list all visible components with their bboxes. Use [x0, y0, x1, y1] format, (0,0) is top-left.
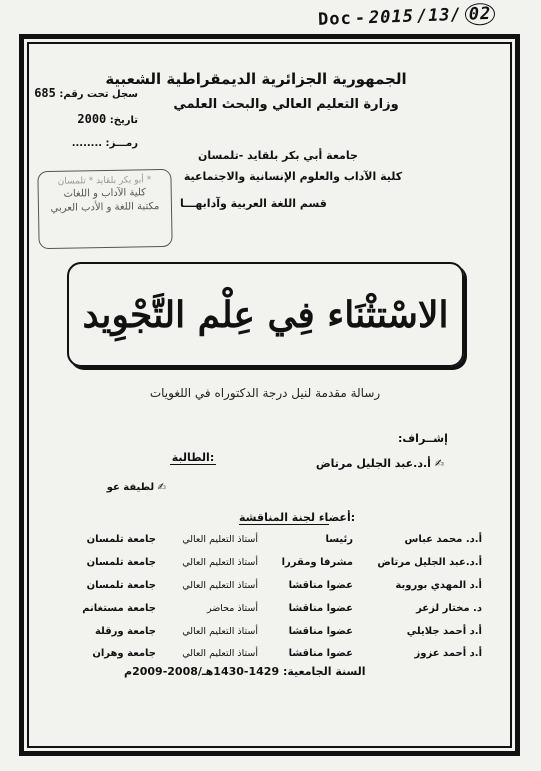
jury-rank: أستاذ التعليم العالي	[182, 534, 258, 545]
supervisor-name: ✍ أ.د.عبد الجليل مرتاض	[315, 457, 444, 470]
jury-role: رئيسا	[325, 534, 353, 545]
library-stamp-line2: مكتبة اللغة و الأدب العربي	[50, 200, 160, 214]
university-name: جامعة أبي بكر بلقايد -تلمسان	[198, 149, 358, 162]
library-stamp	[37, 169, 172, 249]
jury-university: جامعة وهران	[92, 648, 156, 659]
jury-title: أعضاء لجنة المناقشة:	[239, 511, 356, 524]
jury-university: جامعة مستغانم	[82, 603, 156, 614]
supervisor-name-text: أ.د.عبد الجليل مرتاض	[315, 457, 431, 470]
student-name-text: لطيفة عو	[106, 482, 155, 493]
jury-name: أ.د.عبد الجليل مرتاض	[377, 557, 482, 568]
jury-rank: أستاذ محاضر	[206, 603, 258, 614]
jury-name: أ.د أحمد عزوز	[414, 648, 482, 659]
archive-year: 02	[464, 3, 495, 26]
supervision-label: إشــراف:	[398, 432, 448, 445]
thesis-title: الاسْتثْنَاء فِي عِلْم التَّجْوِيد	[67, 262, 464, 367]
academic-year: السنة الجامعية: 1429-1430هـ/2008-2009م	[124, 665, 366, 678]
department-name: قسم اللغة العربية وآدابهـــا	[180, 197, 327, 210]
jury-role: عضوا مناقشا	[288, 626, 353, 637]
jury-university: جامعة تلمسان	[86, 557, 156, 568]
jury-role: عضوا مناقشا	[288, 648, 353, 659]
jury-rank: أستاذ التعليم العالي	[182, 557, 258, 568]
registration-date-value: 2000	[77, 112, 107, 126]
jury-rank: أستاذ التعليم العالي	[182, 648, 258, 659]
archive-prefix: Doc	[317, 8, 353, 30]
library-stamp-ghost: * أبو بكر بلقايد * تلمسان	[57, 175, 152, 187]
registration-number-label: سجل تحت رقم	[63, 89, 138, 100]
library-stamp-line1: كلية الآداب و اللغات	[63, 187, 147, 200]
archive-number: 2015	[368, 6, 415, 29]
ministry-header: وزارة التعليم العالي والبحث العلمي	[173, 97, 399, 112]
jury-role: عضوا مناقشا	[288, 580, 353, 591]
registration-number-value: 685	[34, 86, 56, 100]
thesis-subtitle: رسالة مقدمة لنيل درجة الدكتوراه في اللغويات	[149, 386, 381, 400]
jury-role: عضوا مناقشا	[288, 603, 353, 614]
jury-name: د. مختار لزعر	[416, 603, 482, 614]
student-name: ✍ لطيفة عو	[106, 482, 166, 493]
registration-code-label: رمـــز	[109, 138, 138, 149]
archive-stamp: Doc - 2015 /13/ 02	[318, 0, 541, 32]
archive-date: /13/	[416, 4, 463, 27]
registration-number: سجل تحت رقم: 685	[34, 86, 138, 100]
jury-name: أ.د. محمد عباس	[404, 534, 482, 545]
jury-university: جامعة تلمسان	[86, 580, 156, 591]
student-label: الطالبة:	[171, 451, 215, 464]
jury-role: مشرفا ومقررا	[281, 557, 353, 568]
jury-name: أ.د المهدي بوروبة	[395, 580, 482, 591]
republic-header: الجمهورية الجزائرية الديمقراطية الشعبية	[105, 70, 407, 88]
registration-date: تاريخ: 2000	[77, 112, 138, 126]
registration-date-label: تاريخ	[113, 115, 138, 126]
jury-university: جامعة ورقلة	[94, 626, 156, 637]
registration-code: رمـــز: ........	[71, 138, 138, 149]
jury-university: جامعة تلمسان	[86, 534, 156, 545]
jury-rank: أستاذ التعليم العالي	[182, 580, 258, 591]
faculty-name: كلية الآداب والعلوم الإنسانية والاجتماعية	[183, 170, 403, 183]
jury-rank: أستاذ التعليم العالي	[182, 626, 258, 637]
jury-name: أ.د أحمد جلايلي	[406, 626, 482, 637]
